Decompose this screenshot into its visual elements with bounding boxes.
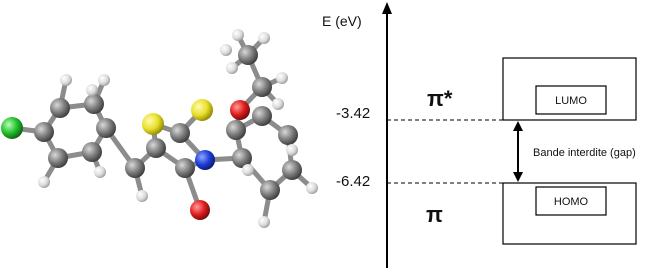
- hydrogen-atom: [272, 98, 284, 110]
- gap-label: Bande interdite (gap): [533, 147, 636, 159]
- hydrogen-atom: [98, 74, 110, 86]
- carbon-atom: [146, 138, 166, 158]
- carbon-atom: [226, 120, 246, 140]
- carbon-atom: [34, 122, 54, 142]
- carbon-atom: [96, 118, 116, 138]
- hydrogen-atom: [86, 84, 98, 96]
- homo-energy-value: -6.42: [336, 173, 371, 190]
- hydrogen-atom: [276, 72, 288, 84]
- hydrogen-atom: [286, 144, 298, 156]
- gap-arrowhead-down: [513, 172, 523, 182]
- carbon-atom: [278, 125, 298, 145]
- lumo-energy-value: -3.42: [336, 105, 371, 122]
- gap-arrowhead-up: [513, 121, 523, 131]
- carbon-atom: [48, 148, 68, 168]
- homo-label: HOMO: [553, 196, 589, 208]
- hydrogen-atom: [38, 176, 50, 188]
- carbon-atom: [125, 158, 145, 178]
- sulfur-atom: [142, 113, 164, 135]
- carbon-atom: [175, 158, 195, 178]
- carbon-atom: [50, 98, 70, 118]
- hydrogen-atom: [226, 62, 238, 74]
- chlorine-atom: [1, 117, 23, 139]
- energy-axis-arrowhead: [382, 2, 392, 14]
- nitrogen-atom: [195, 150, 215, 170]
- energy-axis-label: E (eV): [322, 13, 362, 29]
- hydrogen-atom: [306, 182, 318, 194]
- carbon-atom: [252, 106, 272, 126]
- molecule-atoms: [1, 29, 318, 228]
- carbon-atom: [282, 160, 302, 180]
- hydrogen-atom: [258, 216, 270, 228]
- hydrogen-atom: [220, 44, 232, 56]
- energy-diagram: [322, 2, 636, 268]
- hydrogen-atom: [60, 74, 72, 86]
- carbon-atom: [82, 142, 102, 162]
- hydrogen-atom: [258, 32, 270, 44]
- molecule-model: [1, 29, 318, 228]
- lumo-label: LUMO: [555, 95, 587, 107]
- sulfur-atom: [191, 99, 213, 121]
- hydrogen-atom: [136, 190, 148, 202]
- oxygen-atom: [230, 100, 250, 120]
- hydrogen-atom: [232, 29, 244, 41]
- hydrogen-atom: [94, 166, 106, 178]
- pi-band-label: π: [426, 202, 443, 227]
- pi-star-band-label: π*: [427, 86, 453, 111]
- carbon-atom: [170, 123, 190, 143]
- carbon-atom: [238, 45, 258, 65]
- carbon-atom: [260, 180, 280, 200]
- carbon-atom: [84, 94, 104, 114]
- oxygen-atom: [190, 200, 210, 220]
- hydrogen-atom: [242, 164, 254, 176]
- carbon-atom: [252, 77, 272, 97]
